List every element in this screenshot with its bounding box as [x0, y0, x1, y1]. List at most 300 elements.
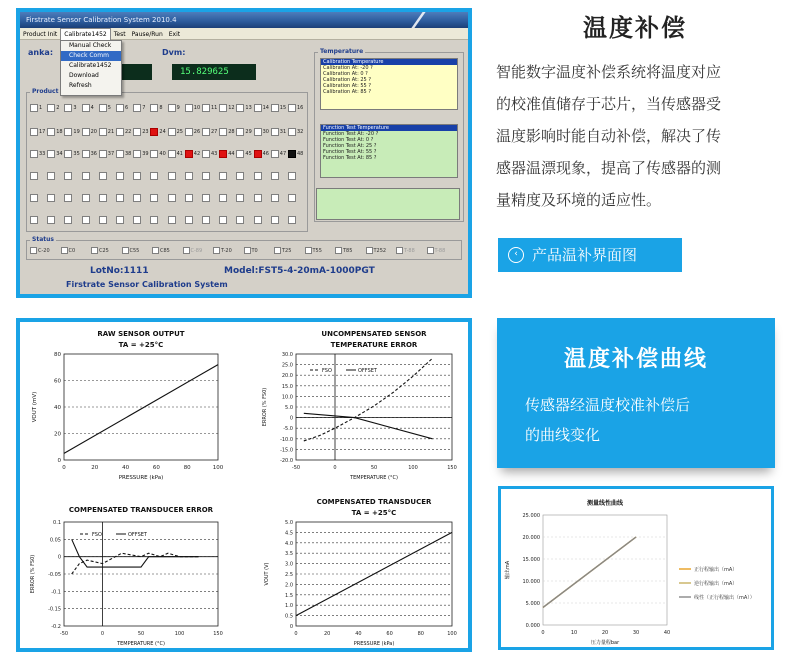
checkbox[interactable]	[116, 104, 124, 112]
checkbox[interactable]	[82, 128, 90, 136]
checkbox[interactable]	[61, 247, 68, 254]
empty-checkbox[interactable]	[30, 194, 38, 202]
product-number: 13	[245, 105, 252, 111]
product-checkbox[interactable]	[116, 102, 134, 114]
product-checkbox[interactable]	[64, 148, 82, 160]
status-label: C55	[129, 248, 140, 254]
x-tick-label: 10	[570, 630, 578, 636]
list-item[interactable]: Calibration At: 55 ?	[323, 83, 371, 89]
checkbox[interactable]	[185, 104, 193, 112]
y-tick-label: 4.0	[285, 540, 293, 547]
product-number: 24	[159, 129, 166, 135]
checkbox[interactable]	[64, 150, 72, 158]
checkbox[interactable]	[150, 150, 158, 158]
x-tick-label: 40	[355, 631, 362, 637]
checkbox[interactable]	[427, 247, 434, 254]
checkbox[interactable]	[183, 247, 190, 254]
empty-checkbox[interactable]	[133, 172, 141, 180]
x-tick-label: 20	[324, 631, 331, 637]
checkbox[interactable]	[185, 128, 193, 136]
empty-checkbox[interactable]	[168, 194, 176, 202]
temperature-compensation-description	[496, 56, 774, 216]
y-tick-label: -5.0	[283, 426, 293, 433]
chart-title: COMPENSATED TRANSDUCER ERROR	[68, 506, 214, 514]
empty-checkbox[interactable]	[288, 216, 296, 224]
checkbox[interactable]	[271, 104, 279, 112]
product-checkbox[interactable]	[30, 148, 48, 160]
x-tick-label: 20	[91, 465, 99, 471]
x-tick-label: 80	[417, 631, 424, 637]
empty-checkbox[interactable]	[64, 216, 72, 224]
product-ui-button[interactable]	[498, 238, 682, 272]
checkbox[interactable]	[91, 247, 98, 254]
checkbox[interactable]	[219, 150, 227, 158]
checkbox[interactable]	[150, 104, 158, 112]
x-tick-label: 150	[213, 631, 223, 637]
empty-checkbox[interactable]	[254, 194, 262, 202]
y-tick-label: 0	[57, 554, 61, 561]
x-axis-label: PRESSURE (kPa)	[118, 475, 164, 481]
product-checkbox[interactable]	[30, 102, 48, 114]
product-number: 6	[125, 105, 129, 111]
y-tick-label: 0.5	[285, 613, 293, 620]
empty-checkbox[interactable]	[82, 194, 90, 202]
calibration-temperature-list[interactable]	[320, 58, 458, 110]
product-number: 34	[56, 151, 63, 157]
empty-checkbox[interactable]	[82, 172, 90, 180]
y-tick-label: 0	[57, 458, 61, 464]
titlebar-decoration	[384, 12, 425, 28]
checkbox[interactable]	[236, 150, 244, 158]
product-checkbox[interactable]	[82, 102, 100, 114]
checkbox[interactable]	[254, 104, 262, 112]
product-number: 41	[176, 151, 183, 157]
checkbox[interactable]	[99, 128, 107, 136]
product-checkbox[interactable]	[254, 126, 272, 138]
product-checkbox[interactable]	[99, 102, 117, 114]
compensation-curve-panel	[497, 318, 775, 468]
product-checkbox[interactable]	[168, 102, 186, 114]
checkbox[interactable]	[30, 104, 38, 112]
product-number: 20	[90, 129, 97, 135]
checkbox[interactable]	[219, 128, 227, 136]
checkbox[interactable]	[64, 128, 72, 136]
empty-checkbox[interactable]	[271, 194, 279, 202]
x-tick-label: 0	[62, 465, 66, 471]
window-titlebar	[20, 12, 468, 28]
product-number: 47	[279, 151, 287, 157]
empty-checkbox[interactable]	[47, 216, 55, 224]
checkbox[interactable]	[168, 128, 176, 136]
checkbox[interactable]	[254, 150, 262, 158]
product-number: 4	[90, 105, 94, 111]
product-number: 8	[159, 105, 163, 111]
list-item[interactable]: Calibration At: -20 ?	[323, 65, 373, 71]
calibrate-dropdown-menu	[60, 40, 122, 96]
product-checkbox[interactable]	[219, 102, 237, 114]
checkbox[interactable]	[47, 150, 55, 158]
x-tick-label: 60	[386, 631, 393, 637]
menu-exit[interactable]: Exit	[168, 31, 181, 38]
empty-checkbox[interactable]	[219, 172, 227, 180]
dvm-label: Dvm:	[162, 48, 186, 57]
chart-title: RAW SENSOR OUTPUT	[97, 330, 185, 338]
checkbox[interactable]	[202, 128, 210, 136]
product-group-title: Product	[32, 88, 59, 95]
desc-line: 量精度及环境的适应性。	[496, 191, 662, 209]
list-item[interactable]: Calibration At: 85 ?	[323, 89, 371, 95]
list-item[interactable]: Calibration At: 25 ?	[323, 77, 371, 83]
status-label: C85	[160, 248, 170, 254]
y-axis-label: ERROR (% FS0)	[262, 387, 268, 427]
chevron-left-icon: ‹	[508, 247, 524, 263]
checkbox[interactable]	[133, 128, 141, 136]
product-number: 3	[73, 105, 77, 111]
empty-checkbox[interactable]	[202, 216, 210, 224]
window-title: Firstrate Sensor Calibration System 2010.4	[26, 16, 177, 24]
product-checkbox[interactable]	[254, 148, 272, 160]
product-checkbox[interactable]	[185, 102, 203, 114]
product-checkbox[interactable]	[236, 126, 254, 138]
checkbox[interactable]	[244, 247, 251, 254]
y-tick-label: 15.0	[281, 383, 293, 390]
product-checkbox[interactable]	[30, 126, 48, 138]
checkbox[interactable]	[30, 128, 38, 136]
x-tick-label: 100	[212, 465, 224, 471]
checkbox[interactable]	[396, 247, 403, 254]
list-item[interactable]: Function Test At: -20 ?	[323, 131, 379, 137]
x-tick-label: 0	[541, 630, 545, 636]
y-tick-label: 5.000	[525, 601, 540, 607]
product-number: 40	[159, 151, 166, 157]
product-number: 2	[56, 105, 60, 111]
product-number: 30	[262, 129, 269, 135]
checkbox[interactable]	[82, 150, 90, 158]
product-number: 22	[125, 129, 132, 135]
product-checkbox[interactable]	[236, 102, 254, 114]
function-list-header: Function Test Temperature	[321, 125, 457, 131]
empty-checkbox[interactable]	[288, 194, 296, 202]
y-tick-label: 25.000	[522, 513, 540, 519]
x-tick-label: 60	[152, 465, 160, 471]
model-number: Model:FST5-4-20mA-1000PGT	[224, 266, 375, 276]
product-checkbox[interactable]	[150, 148, 168, 160]
product-number: 19	[73, 129, 80, 135]
menu-product-init[interactable]: Product Init	[23, 31, 58, 38]
product-checkbox[interactable]	[133, 126, 151, 138]
product-number: 25	[176, 129, 183, 135]
temperature-compensation-heading: 温度补偿	[583, 14, 687, 42]
empty-checkbox[interactable]	[47, 172, 55, 180]
empty-checkbox[interactable]	[64, 172, 72, 180]
product-checkbox[interactable]	[271, 126, 289, 138]
legend-label: OFFSET	[358, 368, 377, 374]
product-checkbox[interactable]	[202, 102, 220, 114]
chart-subtitle: TEMPERATURE ERROR	[330, 341, 418, 349]
empty-checkbox[interactable]	[168, 216, 176, 224]
product-ui-button-label: 产品温补界面图	[532, 246, 638, 264]
menu-item-check-comm[interactable]: Check Comm	[61, 51, 121, 61]
empty-checkbox[interactable]	[116, 216, 124, 224]
checkbox[interactable]	[168, 150, 176, 158]
y-tick-label: 20.000	[522, 535, 540, 541]
product-number: 9	[176, 105, 180, 111]
legend-label: 线性（正行程输出（mA））	[694, 595, 755, 601]
empty-checkbox[interactable]	[236, 194, 244, 202]
empty-checkbox[interactable]	[99, 194, 107, 202]
product-checkbox[interactable]	[99, 148, 117, 160]
empty-checkbox[interactable]	[150, 194, 158, 202]
product-checkbox[interactable]	[219, 126, 237, 138]
x-tick-label: 100	[408, 465, 418, 471]
empty-checkbox[interactable]	[271, 216, 279, 224]
status-label: T-88	[404, 248, 415, 254]
checkbox[interactable]	[99, 104, 107, 112]
product-checkbox[interactable]	[150, 102, 168, 114]
checkbox[interactable]	[116, 150, 124, 158]
status-label: C0	[68, 248, 76, 254]
product-checkbox[interactable]	[219, 148, 237, 160]
empty-checkbox[interactable]	[168, 172, 176, 180]
y-tick-label: 2.5	[285, 572, 293, 578]
checkbox[interactable]	[366, 247, 373, 254]
empty-checkbox[interactable]	[185, 172, 193, 180]
left-field-label: anka:	[28, 48, 54, 57]
empty-checkbox[interactable]	[150, 172, 158, 180]
product-number: 16	[297, 105, 304, 111]
desc-line: 智能数字温度补偿系统将温度对应	[496, 63, 722, 81]
empty-checkbox[interactable]	[236, 172, 244, 180]
empty-checkbox[interactable]	[82, 216, 90, 224]
y-tick-label: 10.0	[281, 394, 293, 401]
menu-test[interactable]: Test	[113, 31, 126, 38]
y-tick-label: 0.1	[53, 520, 61, 526]
empty-checkbox[interactable]	[30, 216, 38, 224]
empty-checkbox[interactable]	[30, 172, 38, 180]
empty-checkbox[interactable]	[288, 172, 296, 180]
product-checkbox[interactable]	[271, 102, 289, 114]
checkbox[interactable]	[219, 104, 227, 112]
product-checkbox[interactable]	[82, 148, 100, 160]
list-item[interactable]: Calibration At: 0 ?	[323, 71, 368, 77]
y-tick-label: -0.15	[48, 606, 61, 613]
y-tick-label: -10.0	[280, 436, 293, 443]
desc-line: 温度影响时能自动补偿，解决了传	[496, 127, 722, 145]
product-checkbox[interactable]	[185, 126, 203, 138]
menu-item-refresh[interactable]: Refresh	[69, 82, 92, 89]
checkbox[interactable]	[47, 104, 55, 112]
checkbox[interactable]	[288, 150, 296, 158]
product-checkbox[interactable]	[133, 148, 151, 160]
empty-checkbox[interactable]	[254, 172, 262, 180]
desc-line: 的曲线变化	[525, 426, 601, 444]
list-item[interactable]: Function Test At: 0 ?	[323, 137, 374, 143]
checkbox[interactable]	[133, 150, 141, 158]
product-number: 43	[211, 151, 218, 157]
product-checkbox[interactable]	[202, 148, 220, 160]
legend-label: 正行程输出（mA）	[694, 567, 738, 573]
temperature-group-title: Temperature	[320, 48, 364, 55]
checkbox[interactable]	[202, 150, 210, 158]
function-test-temperature-list[interactable]	[320, 124, 458, 178]
legend-label: OFFSET	[128, 532, 147, 538]
y-tick-label: 20.0	[281, 373, 293, 380]
product-number: 26	[193, 129, 201, 135]
menu-calibrate[interactable]: Calibrate1452	[60, 28, 110, 40]
y-tick-label: 30.0	[281, 352, 293, 358]
checkbox[interactable]	[185, 150, 193, 158]
checkbox[interactable]	[288, 128, 296, 136]
list-item[interactable]: Function Test At: 55 ?	[323, 149, 377, 155]
product-number: 5	[107, 105, 111, 111]
product-checkbox[interactable]	[64, 126, 82, 138]
empty-checkbox[interactable]	[185, 194, 193, 202]
empty-checkbox[interactable]	[133, 194, 141, 202]
checkbox[interactable]	[122, 247, 129, 254]
product-number: 18	[56, 129, 63, 135]
compensation-charts-frame	[16, 318, 472, 652]
empty-checkbox[interactable]	[116, 194, 124, 202]
product-checkbox[interactable]	[47, 126, 65, 138]
product-number: 15	[279, 105, 287, 111]
desc-line: 感器温漂现象，提高了传感器的测	[496, 159, 722, 177]
dvm-value-display: 15.829625	[172, 64, 256, 80]
chart-subtitle: TA = +25°C	[118, 341, 164, 349]
product-checkbox[interactable]	[133, 102, 151, 114]
list-item[interactable]: Function Test At: 85 ?	[323, 155, 377, 161]
y-axis-label: ERROR (% FS0)	[30, 554, 36, 594]
product-checkbox[interactable]	[254, 102, 272, 114]
status-label: T-88	[434, 248, 446, 254]
product-checkbox[interactable]	[47, 148, 65, 160]
checkbox[interactable]	[236, 128, 244, 136]
compensation-curve-description	[525, 390, 765, 450]
x-tick-label: 100	[447, 631, 457, 637]
product-number: 27	[211, 129, 218, 135]
product-checkbox[interactable]	[82, 126, 100, 138]
empty-checkbox[interactable]	[236, 216, 244, 224]
linearity-chart-frame	[498, 486, 774, 650]
x-tick-label: 80	[183, 465, 191, 471]
y-axis-label: VOUT (V)	[264, 562, 270, 586]
empty-checkbox[interactable]	[185, 216, 193, 224]
x-axis-label: 压力量程bar	[590, 640, 620, 646]
checkbox[interactable]	[254, 128, 262, 136]
chart-title: UNCOMPENSATED SENSOR	[321, 330, 427, 338]
y-tick-label: -15.0	[280, 447, 293, 454]
checkbox[interactable]	[30, 150, 38, 158]
empty-checkbox[interactable]	[219, 216, 227, 224]
checkbox[interactable]	[116, 128, 124, 136]
product-checkbox[interactable]	[271, 148, 289, 160]
product-checkbox[interactable]	[168, 148, 186, 160]
x-axis-label: PRESSURE (kPa)	[353, 641, 395, 647]
checkbox[interactable]	[47, 128, 55, 136]
product-checkbox[interactable]	[288, 148, 306, 160]
checkbox[interactable]	[288, 104, 296, 112]
product-number: 10	[193, 105, 201, 111]
x-tick-label: 50	[137, 631, 145, 637]
series-line	[72, 539, 199, 567]
checkbox[interactable]	[133, 104, 141, 112]
product-checkbox[interactable]	[64, 102, 82, 114]
menu-item-download[interactable]: Download	[69, 72, 99, 79]
empty-checkbox[interactable]	[254, 216, 262, 224]
empty-checkbox[interactable]	[219, 194, 227, 202]
checkbox[interactable]	[271, 150, 279, 158]
product-number: 33	[39, 151, 46, 157]
y-axis-label: 输出mA	[505, 560, 511, 580]
product-number: 1	[39, 105, 43, 111]
product-number: 38	[125, 151, 132, 157]
product-checkbox[interactable]	[168, 126, 186, 138]
empty-checkbox[interactable]	[150, 216, 158, 224]
product-checkbox[interactable]	[99, 126, 117, 138]
checkbox[interactable]	[274, 247, 281, 254]
product-checkbox[interactable]	[288, 126, 306, 138]
product-number: 39	[142, 151, 149, 157]
checkbox[interactable]	[236, 104, 244, 112]
y-tick-label: -0.05	[48, 572, 61, 578]
product-checkbox[interactable]	[150, 126, 168, 138]
product-number: 32	[297, 129, 304, 135]
product-checkbox[interactable]	[185, 148, 203, 160]
empty-checkbox[interactable]	[99, 216, 107, 224]
empty-checkbox[interactable]	[47, 194, 55, 202]
product-number: 12	[228, 105, 235, 111]
product-checkbox[interactable]	[202, 126, 220, 138]
checkbox[interactable]	[150, 128, 158, 136]
checkbox[interactable]	[64, 104, 72, 112]
menu-pause-run[interactable]: Pause/Run	[131, 31, 163, 38]
checkbox[interactable]	[335, 247, 342, 254]
list-item[interactable]: Function Test At: 25 ?	[323, 143, 377, 149]
checkbox[interactable]	[213, 247, 220, 254]
empty-checkbox[interactable]	[202, 172, 210, 180]
x-tick-label: 40	[122, 465, 130, 471]
chart-title: COMPENSATED TRANSDUCER	[316, 498, 432, 506]
x-tick-label: 40	[663, 630, 671, 636]
menu-item-manual-check[interactable]: Manual Check	[69, 42, 112, 49]
checkbox[interactable]	[30, 247, 37, 254]
x-axis-label: TEMPERATURE (°C)	[350, 475, 398, 481]
checkbox[interactable]	[202, 104, 210, 112]
product-checkbox[interactable]	[236, 148, 254, 160]
product-checkbox[interactable]	[116, 148, 134, 160]
empty-checkbox[interactable]	[99, 172, 107, 180]
checkbox[interactable]	[271, 128, 279, 136]
empty-checkbox[interactable]	[116, 172, 124, 180]
product-number: 28	[228, 129, 235, 135]
product-checkbox[interactable]	[288, 102, 306, 114]
checkbox[interactable]	[82, 104, 90, 112]
checkbox[interactable]	[152, 247, 159, 254]
y-tick-label: -0.1	[51, 589, 61, 596]
checkbox[interactable]	[305, 247, 312, 254]
product-checkbox[interactable]	[47, 102, 65, 114]
x-tick-label: 0	[294, 631, 298, 637]
checkbox[interactable]	[168, 104, 176, 112]
product-checkbox[interactable]	[116, 126, 134, 138]
calibration-software-screenshot	[16, 8, 472, 298]
empty-checkbox[interactable]	[64, 194, 72, 202]
empty-checkbox[interactable]	[271, 172, 279, 180]
empty-checkbox[interactable]	[133, 216, 141, 224]
checkbox[interactable]	[99, 150, 107, 158]
empty-checkbox[interactable]	[202, 194, 210, 202]
menu-item-calibrate1452[interactable]: Calibrate1452	[69, 62, 112, 69]
y-tick-label: 2.0	[285, 582, 293, 589]
